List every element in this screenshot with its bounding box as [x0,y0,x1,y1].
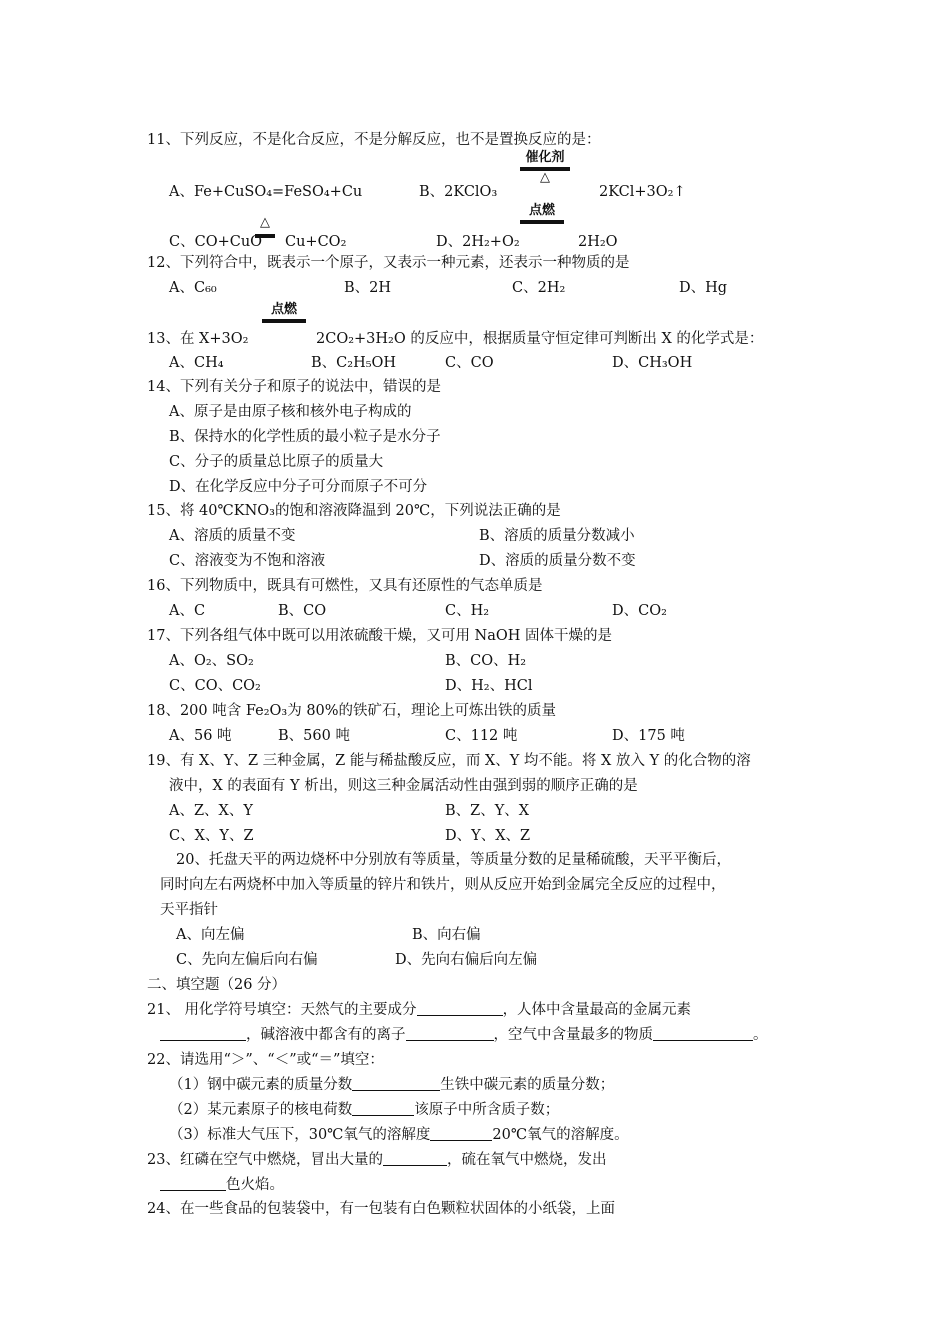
ignite-label: 点燃 [528,203,555,218]
q22-sub1-text-b: 生铁中碳元素的质量分数； [440,1077,615,1093]
q20-option-c: C、先向左偏后向右偏 [176,952,318,968]
q14-option-d: D、在化学反应中分子可分而原子不可分 [169,479,428,495]
q11-option-d-product: 2H₂O [578,234,618,250]
q14-option-a: A、原子是由原子核和核外电子构成的 [169,404,412,420]
q11-d-condition [520,203,564,224]
catalyst-label: 催化剂 [525,150,565,165]
q18-option-c: C、112 吨 [445,728,518,744]
q19-option-c: C、X、Y、Z [169,828,254,844]
q22-sub3 [169,1126,629,1144]
q22-stem: 22、请选用“＞”、“＜”或“＝”填空： [147,1052,384,1068]
q13-option-b: B、C₂H₅OH [311,355,397,371]
q20-stem-line1: 20、托盘天平的两边烧杯中分别放有等质量，等质量分数的足量稀硫酸，天平平衡后， [176,852,731,868]
q24-stem: 24、在一些食品的包装袋中，有一包装有白色颗粒状固体的小纸袋，上面 [147,1201,615,1217]
q16-stem: 16、下列物质中，既具有可燃性，又具有还原性的气态单质是 [147,578,543,594]
q13-option-d: D、CH₃OH [612,355,693,371]
answer-blank[interactable] [417,1001,503,1016]
q11-option-b-product: 2KCl+3O₂↑ [599,184,686,200]
q14-option-b: B、保持水的化学性质的最小粒子是水分子 [169,429,441,445]
q18-option-a: A、56 吨 [169,728,232,744]
q23-text-1: 23、红磷在空气中燃烧，冒出大量的 [147,1152,383,1168]
q11-option-a: A、Fe+CuSO₄=FeSO₄+Cu [169,184,363,200]
q16-option-a: A、C [169,603,206,619]
heat-symbol: △ [540,170,550,185]
q14-stem: 14、下列有关分子和原子的说法中，错误的是 [147,379,441,395]
q12-option-d: D、Hg [679,280,728,296]
q22-sub3-text-a: （3）标准大气压下，30℃氧气的溶解度 [169,1127,431,1143]
q22-sub3-text-b: 20℃氧气的溶解度。 [492,1127,629,1143]
q15-option-c: C、溶液变为不饱和溶液 [169,553,326,569]
q21-text-2: ，人体中含量最高的金属元素 [502,1002,692,1018]
q21-text-4: ，空气中含量最多的物质 [493,1027,653,1043]
q16-option-b: B、CO [278,603,327,619]
q15-option-a: A、溶质的质量不变 [169,528,296,544]
q23-line1 [147,1151,606,1169]
q17-stem: 17、下列各组气体中既可以用浓硫酸干燥，又可用 NaOH 固体干燥的是 [147,628,613,644]
q21-text-5: 。 [753,1027,768,1043]
q18-option-b: B、560 吨 [278,728,350,744]
q12-option-b: B、2H [344,280,392,296]
q19-option-a: A、Z、X、Y [169,803,253,819]
q20-stem-line3: 天平指针 [160,902,218,918]
q20-option-b: B、向右偏 [412,927,481,943]
q15-option-d: D、溶质的质量分数不变 [479,553,636,569]
q11-stem: 11、下列反应，不是化合反应，不是分解反应，也不是置换反应的是： [147,132,601,148]
q17-option-a: A、O₂、SO₂ [169,653,254,669]
q16-option-c: C、H₂ [445,603,490,619]
q22-sub1-text-a: （1）钢中碳元素的质量分数 [169,1077,353,1093]
q13-stem-left: 13、在 X+3O₂ [147,331,249,347]
answer-blank[interactable] [406,1026,494,1041]
q21-text-1: 21、 用化学符号填空：天然气的主要成分 [147,1002,417,1018]
q20-option-d: D、先向右偏后向左偏 [395,952,538,968]
q22-sub1 [169,1076,614,1094]
q19-option-b: B、Z、Y、X [445,803,530,819]
q12-option-a: A、C₆₀ [169,280,217,296]
answer-blank[interactable] [160,1176,226,1191]
q17-option-c: C、CO、CO₂ [169,678,261,694]
q14-option-c: C、分子的质量总比原子的质量大 [169,454,384,470]
q13-stem-right: 2CO₂+3H₂O 的反应中，根据质量守恒定律可判断出 X 的化学式是： [316,331,764,347]
q11-option-d-reactant: D、2H₂+O₂ [436,234,520,250]
q13-condition [262,302,306,323]
q19-stem-line2: 液中，X 的表面有 Y 析出，则这三种金属活动性由强到弱的顺序正确的是 [169,778,638,794]
answer-blank[interactable] [383,1151,447,1166]
q21-text-3: ，碱溶液中都含有的离子 [246,1027,406,1043]
q11-b-condition [520,150,570,185]
ignite-label: 点燃 [270,302,297,317]
q23-text-2: ，硫在氧气中燃烧，发出 [446,1152,607,1168]
q11-option-b-reactant: B、2KClO₃ [419,184,498,200]
heat-symbol: △ [260,215,270,230]
answer-blank[interactable] [352,1101,414,1116]
answer-blank[interactable] [430,1126,492,1141]
q18-stem: 18、200 吨含 Fe₂O₃为 80%的铁矿石，理论上可炼出铁的质量 [147,703,557,719]
reaction-arrow-bar [520,220,564,224]
q12-stem: 12、下列符合中，既表示一个原子，又表示一种元素，还表示一种物质的是 [147,255,630,271]
q20-option-a: A、向左偏 [176,927,245,943]
q15-option-b: B、溶质的质量分数减小 [479,528,635,544]
q19-stem-line1: 19、有 X、Y、Z 三种金属，Z 能与稀盐酸反应，而 X、Y 均不能。将 X 放入 Y 的化合物的溶 [147,753,751,769]
section-heading-fill-in: 二、填空题（26 分） [147,977,287,993]
q22-sub2-text-b: 该原子中所含质子数； [414,1102,560,1118]
q23-text-3: 色火焰。 [226,1177,284,1193]
q21-line2 [160,1026,768,1044]
q21-line1 [147,1001,691,1019]
answer-blank[interactable] [653,1026,753,1041]
q20-stem-line2: 同时向左右两烧杯中加入等质量的锌片和铁片，则从反应开始到金属完全反应的过程中， [160,877,726,893]
q11-option-c-product: Cu+CO₂ [285,234,347,250]
answer-blank[interactable] [352,1076,440,1091]
q11-option-c-reactant: C、CO+CuO [169,234,263,250]
q13-option-c: C、CO [445,355,494,371]
q22-sub2-text-a: （2）某元素原子的核电荷数 [169,1102,353,1118]
q19-option-d: D、Y、X、Z [445,828,531,844]
q22-sub2 [169,1101,559,1119]
q17-option-d: D、H₂、HCl [445,678,533,694]
answer-blank[interactable] [160,1026,246,1041]
q13-option-a: A、CH₄ [169,355,224,371]
reaction-arrow-bar [262,319,306,323]
q18-option-d: D、175 吨 [612,728,685,744]
q23-line2 [160,1176,284,1194]
q17-option-b: B、CO、H₂ [445,653,527,669]
q12-option-c: C、2H₂ [512,280,566,296]
q16-option-d: D、CO₂ [612,603,667,619]
q15-stem: 15、将 40℃KNO₃的饱和溶液降温到 20℃，下列说法正确的是 [147,503,561,519]
